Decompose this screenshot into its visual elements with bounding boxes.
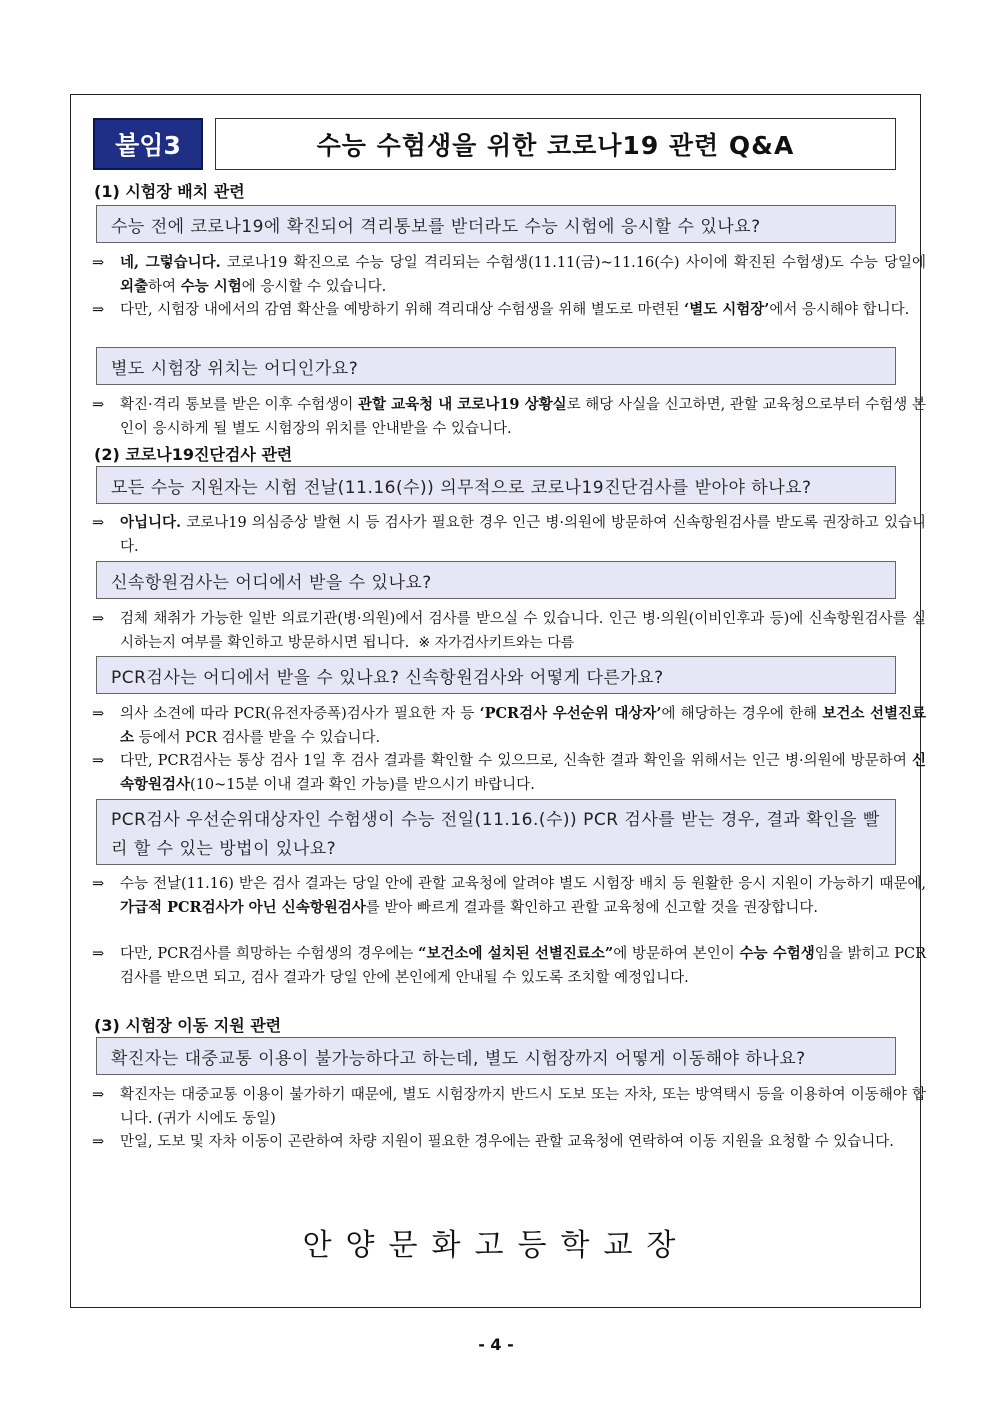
answer-note: ※ 자가검사키트와는 다름 [418,635,575,651]
answer-text: 의사 소견에 따라 PCR(유전자증폭)검사가 필요한 자 등 [120,706,480,722]
answer-text: 다만, PCR검사는 통상 검사 1일 후 검사 결과를 확인할 수 있으므로, 신속한 결과 확인을 위해서는 인근 병·의원에 방문하여 [120,753,912,769]
section-heading-covid-test: (2) 코로나19진단검사 관련 [94,445,293,464]
answer-item [92,251,926,299]
answer-item [92,749,926,797]
arrow-icon: ⇒ [92,397,105,413]
answer-text: 확진자는 대중교통 이용이 불가하기 때문에, 별도 시험장까지 반드시 도보 또는 자차, 또는 방역택시 등을 이용하여 이동해야 합니다. (귀가 시에도 동일) [120,1087,926,1127]
question-box: 수능 전에 코로나19에 확진되어 격리통보를 받더라도 수능 시험에 응시할 수 있나요? [96,205,896,243]
answer-emphasis: 관할 교육청 내 코로나19 상황실 [357,396,567,413]
question-box: 신속항원검사는 어디에서 받을 수 있나요? [96,561,896,599]
answer-item [92,511,926,559]
arrow-icon: ⇒ [92,706,105,722]
answer-emphasis: 수능 시험 [180,278,242,295]
answer-text: 임을 밝히고 PCR검사를 받으면 되고, 검사 결과가 당일 안에 본인에게 안내될 수 있도록 조치할 예정입니다. [120,946,926,986]
answer-text: 확진·격리 통보를 받은 이후 수험생이 [120,397,358,413]
answer-item [92,298,926,322]
page-title: 수능 수험생을 위한 코로나19 관련 Q&A [215,118,896,170]
school-principal-signature: 안양문화고등학교장 [302,1228,690,1263]
answer-text: 만일, 도보 및 자차 이동이 곤란하여 차량 지원이 필요한 경우에는 관할 교육청에 연락하여 이동 지원을 요청할 수 있습니다. [120,1134,894,1150]
answer-item [92,942,926,990]
arrow-icon: ⇒ [92,1087,105,1103]
answer-emphasis: 보건소 선별진료소 [120,705,926,746]
arrow-icon: ⇒ [92,753,105,769]
arrow-icon: ⇒ [92,515,105,531]
answer-text: (10~15분 이내 결과 확인 가능)를 받으시기 바랍니다. [190,777,535,793]
answer-emphasis: 아닙니다. [120,514,182,531]
answer-emphasis: 가급적 PCR검사가 아닌 신속항원검사 [120,899,366,916]
question-box: 확진자는 대중교통 이용이 불가능하다고 하는데, 별도 시험장까지 어떻게 이동해야 하나요? [96,1037,896,1075]
question-box: PCR검사는 어디에서 받을 수 있나요? 신속항원검사와 어떻게 다른가요? [96,656,896,694]
section-heading-exam-site: (1) 시험장 배치 관련 [94,182,245,201]
answer-emphasis: 수능 수험생 [739,945,815,962]
arrow-icon: ⇒ [92,255,105,271]
answer-text: 다만, 시험장 내에서의 감염 확산을 예방하기 위해 격리대상 수험생을 위해 별도로 마련된 [120,302,685,318]
answer-text: 에서 응시해야 합니다. [769,302,910,318]
answer-text: 수능 전날(11.16) 받은 검사 결과는 당일 안에 관할 교육청에 알려야 별도 시험장 배치 등 원활한 응시 지원이 가능하기 때문에, [120,876,926,892]
arrow-icon: ⇒ [92,1134,105,1150]
question-box: PCR검사 우선순위대상자인 수험생이 수능 전일(11.16.(수)) PCR 검사를 받는 경우, 결과 확인을 빨리 할 수 있는 방법이 있나요? [96,799,896,865]
answer-emphasis: ‘PCR검사 우선순위 대상자’ [479,705,662,722]
page-number: - 4 - [478,1335,514,1354]
arrow-icon: ⇒ [92,611,105,627]
answer-emphasis: “보건소에 설치된 선별진료소” [418,945,614,962]
answer-text: 를 받아 빠르게 결과를 확인하고 관할 교육청에 신고할 것을 권장합니다. [365,900,819,916]
answer-text: 에 방문하여 본인이 [613,946,740,962]
answer-text: 코로나19 확진으로 수능 당일 격리되는 수험생(11.11(금)~11.16(수) 사이에 확진된 수험생)도 수능 당일에 [220,255,926,271]
question-box: 모든 수능 지원자는 시험 전날(11.16(수)) 의무적으로 코로나19진단검사를 받아야 하나요? [96,466,896,504]
answer-text: 에 해당하는 경우에 한해 [661,706,823,722]
answer-text: 다만, PCR검사를 희망하는 수험생의 경우에는 [120,946,419,962]
section-heading-transport: (3) 시험장 이동 지원 관련 [94,1016,282,1035]
answer-emphasis: 네, 그렇습니다. [120,254,221,271]
answer-text: 로 해당 사실을 신고하면, 관할 교육청으로부터 수험생 본인이 응시하게 될 별도 시험장의 위치를 안내받을 수 있습니다. [120,397,926,437]
answer-text: 하여 [148,279,181,295]
answer-text: 코로나19 의심증상 발현 시 등 검사가 필요한 경우 인근 병·의원에 방문하여 신속항원검사를 받도록 권장하고 있습니다. [120,515,926,555]
answer-text: 검체 채취가 가능한 일반 의료기관(병·의원)에서 검사를 받으실 수 있습니다. 인근 병·의원(이비인후과 등)에 신속항원검사를 실시하는지 여부를 확인하고 방문하시면 됩니다. [120,611,926,651]
answer-emphasis: ‘별도 시험장’ [684,301,770,318]
question-box: 별도 시험장 위치는 어디인가요? [96,347,896,385]
arrow-icon: ⇒ [92,946,105,962]
answer-item [92,393,926,441]
answer-item [92,1083,926,1131]
answer-emphasis: 신속항원검사 [120,752,926,793]
answer-item [92,872,926,920]
answer-item [92,607,926,655]
answer-item [92,1130,926,1154]
answer-emphasis: 외출 [120,278,149,295]
arrow-icon: ⇒ [92,876,105,892]
answer-text: 에 응시할 수 있습니다. [241,279,387,295]
arrow-icon: ⇒ [92,302,105,318]
attachment-badge: 붙임3 [93,118,203,170]
answer-text: 등에서 PCR 검사를 받을 수 있습니다. [134,730,381,746]
answer-item [92,702,926,750]
